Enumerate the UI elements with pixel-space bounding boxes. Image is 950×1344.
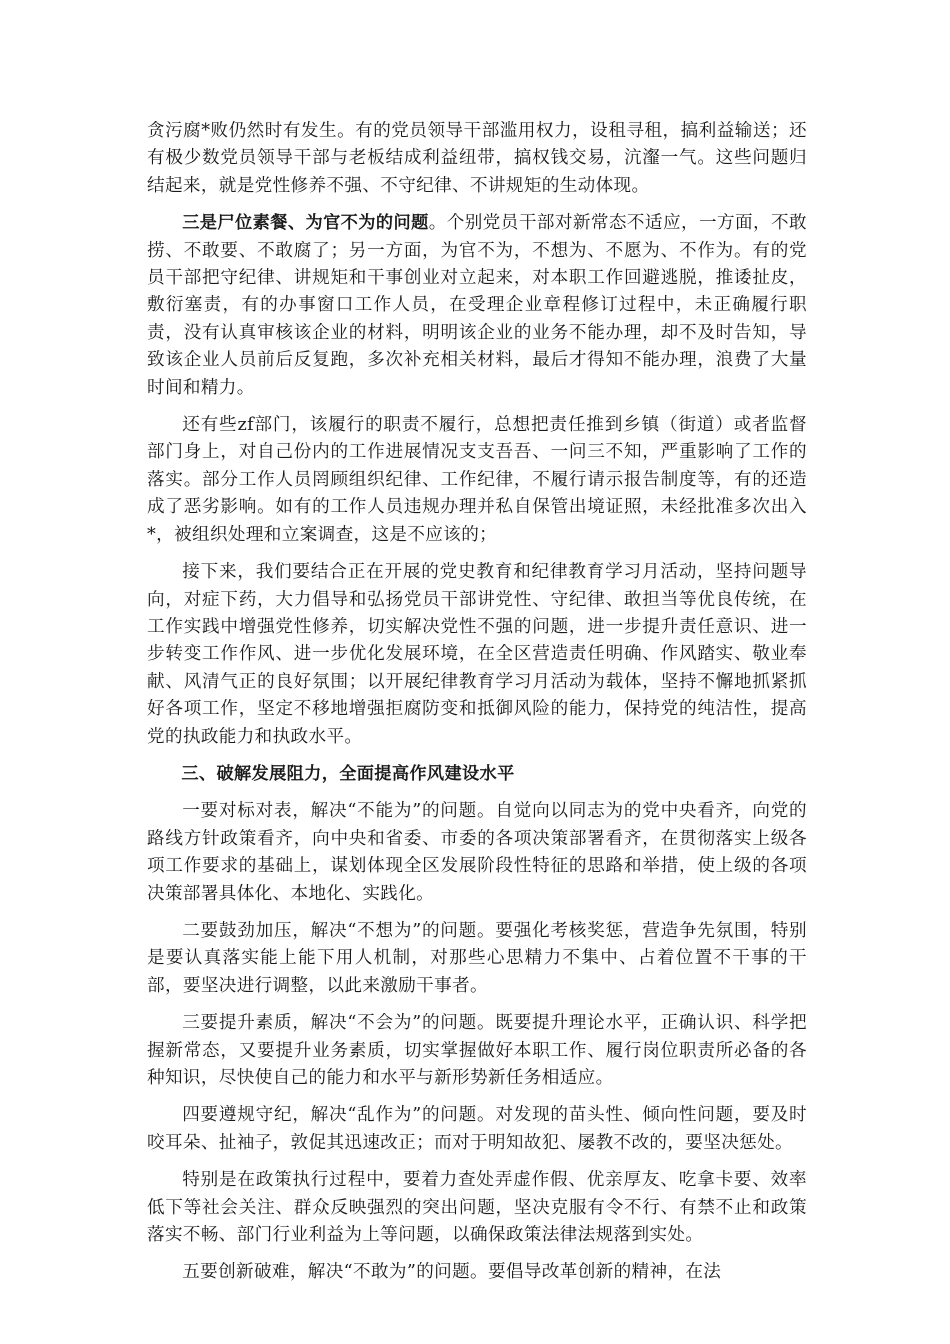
paragraph-policy-execution: 特别是在政策执行过程中，要着力查处弄虚作假、优亲厚友、吃拿卡要、效率低下等社会关注、群众反映强烈的突出问题，坚决克服有令不行、有禁不止和政策落实不畅、部门行业利益为上等问题，以确保政策法律法规落到实处。: [147, 1170, 807, 1246]
paragraph-point-two: 二要鼓劲加压，解决“不想为”的问题。要强化考核奖惩，营造争先氛围，特别是要认真落实能上能下用人机制，对那些心思精力不集中、占着位置不干事的干部，要坚决进行调整，以此来激励干事者。: [147, 920, 807, 996]
paragraph-point-one: 一要对标对表，解决“不能为”的问题。自觉向以同志为的党中央看齐，向党的路线方针政策看齐，向中央和省委、市委的各项决策部署看齐，在贯彻落实上级各项工作要求的基础上，谋划体现全区发展阶段性特征的思路和举措，使上级的各项决策部署具体化、本地化、实践化。: [147, 801, 807, 904]
section-heading-three: 三、破解发展阻力，全面提高作风建设水平: [181, 763, 515, 784]
paragraph-next-steps: 接下来，我们要结合正在开展的党史教育和纪律教育学习月活动，坚持问题导向，对症下药，大力倡导和弘扬党员干部讲党性、守纪律、敢担当等优良传统，在工作实践中增强党性修养，切实解决党性不强的问题，进一步提升责任意识、进一步转变工作作风、进一步优化发展环境，在全区营造责任明确、作风踏实、敬业奉献、风清气正的良好氛围；以开展纪律教育学习月活动为载体，坚持不懈地抓紧抓好各项工作，坚定不移地增强拒腐防变和抵御风险的能力，保持党的纯洁性，提高党的执政能力和执政水平。: [147, 562, 807, 747]
paragraph-government-departments: 还有些zf部门，该履行的职责不履行，总想把责任推到乡镇（街道）或者监督部门身上，对自己份内的工作进展情况支支吾吾、一问三不知，严重影响了工作的落实。部分工作人员罔顾组织纪律、工作纪律，不履行请示报告制度等，有的还造成了恶劣影响。如有的工作人员违规办理并私自保管出境证照，未经批准多次出入*，被组织处理和立案调查，这是不应该的；: [147, 415, 807, 545]
paragraph-point-four: 四要遵规守纪，解决“乱作为”的问题。对发现的苗头性、倾向性问题，要及时咬耳朵、扯袖子，敦促其迅速改正；而对于明知故犯、屡教不改的，要坚决惩处。: [147, 1105, 807, 1153]
paragraph-corruption-summary: 贪污腐*败仍然时有发生。有的党员领导干部滥用权力，设租寻租，搞利益输送；还有极少数党员领导干部与老板结成利益纽带，搞权钱交易，沆瀣一气。这些问题归结起来，就是党性修养不强、不守纪律、不讲规矩的生动体现。: [147, 121, 807, 196]
paragraph-point-five: 五要创新破难，解决“不敢为”的问题。要倡导改革创新的精神，在法: [182, 1262, 722, 1283]
paragraph-point-three: 三要提升素质，解决“不会为”的问题。既要提升理论水平，正确认识、科学把握新常态，又要提升业务素质，切实掌握做好本职工作、履行岗位职责所必备的各种知识，尽快使自己的能力和水平与新形势新任务相适应。: [147, 1013, 807, 1088]
document-page: [147, 118, 807, 1297]
paragraph-body-text: 。个别党员干部对新常态不适应，一方面，不敢捞、不敢要、不敢腐了；另一方面，为官不为，不想为、不愿为、不作为。有的党员干部把守纪律、讲规矩和干事创业对立起来，对本职工作回避逃脱，推诿扯皮，敷衍塞责，有的办事窗口工作人员，在受理企业章程修订过程中，未正确履行职责，没有认真审核该企业的材料，明明该企业的业务不能办理，却不及时告知，导致该企业人员前后反复跑，多次补充相关材料，最后才得知不能办理，浪费了大量时间和精力。: [147, 213, 807, 398]
paragraph-lead-bold: 三是尸位素餐、为官不为的问题: [182, 213, 429, 234]
paragraph-inaction-problem: [147, 210, 807, 402]
